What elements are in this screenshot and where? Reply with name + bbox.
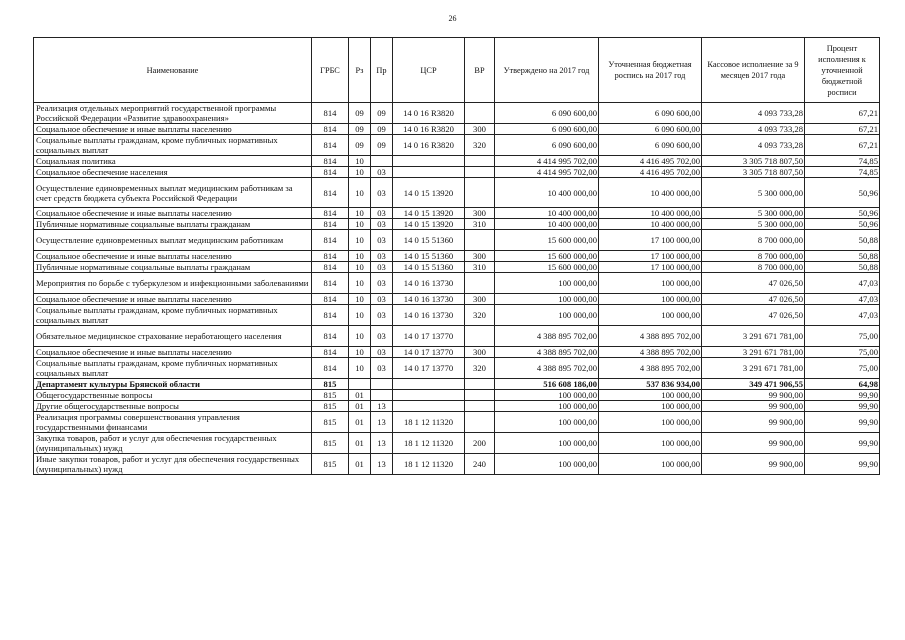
cell-percent: 50,88: [805, 251, 880, 262]
cell-rz: 10: [349, 273, 371, 294]
cell-approved: 4 388 895 702,00: [495, 358, 599, 379]
cell-rz: 10: [349, 178, 371, 208]
budget-table: [33, 37, 880, 475]
cell-approved: 15 600 000,00: [495, 230, 599, 251]
cell-approved: 100 000,00: [495, 412, 599, 433]
cell-csr: 14 0 17 13770: [393, 347, 465, 358]
cell-vr: 320: [465, 305, 495, 326]
cell-grbs: 814: [312, 251, 349, 262]
cell-cash: 3 291 671 781,00: [702, 347, 805, 358]
cell-rz: [349, 379, 371, 390]
table-row: [34, 347, 880, 358]
cell-rz: 01: [349, 433, 371, 454]
cell-percent: 99,90: [805, 390, 880, 401]
cell-rz: 10: [349, 219, 371, 230]
cell-cash: 99 900,00: [702, 412, 805, 433]
cell-cash: 5 300 000,00: [702, 219, 805, 230]
cell-name: Реализация отдельных мероприятий государственной программы Российской Федерации «Развитие здравоохранения»: [34, 103, 312, 124]
cell-csr: 14 0 15 13920: [393, 219, 465, 230]
cell-name: Публичные нормативные социальные выплаты гражданам: [34, 262, 312, 273]
cell-percent: 47,03: [805, 273, 880, 294]
cell-cash: 99 900,00: [702, 390, 805, 401]
cell-vr: 240: [465, 454, 495, 475]
cell-csr: 18 1 12 11320: [393, 412, 465, 433]
cell-vr: [465, 156, 495, 167]
cell-csr: 18 1 12 11320: [393, 433, 465, 454]
col-header-name: Наименование: [34, 38, 312, 103]
cell-pr: 03: [371, 305, 393, 326]
table-row: [34, 135, 880, 156]
cell-grbs: 814: [312, 347, 349, 358]
cell-csr: 14 0 16 R3820: [393, 103, 465, 124]
cell-name: Другие общегосударственные вопросы: [34, 401, 312, 412]
cell-csr: [393, 401, 465, 412]
cell-csr: 18 1 12 11320: [393, 454, 465, 475]
cell-percent: 99,90: [805, 412, 880, 433]
cell-approved: 15 600 000,00: [495, 251, 599, 262]
cell-refined: 17 100 000,00: [599, 251, 702, 262]
cell-approved: 516 608 186,00: [495, 379, 599, 390]
cell-rz: 10: [349, 326, 371, 347]
cell-csr: [393, 390, 465, 401]
table-row: [34, 219, 880, 230]
cell-grbs: 815: [312, 412, 349, 433]
cell-csr: 14 0 15 51360: [393, 262, 465, 273]
cell-cash: 5 300 000,00: [702, 178, 805, 208]
cell-approved: 100 000,00: [495, 433, 599, 454]
col-header-refined: Уточненная бюджетная роспись на 2017 год: [599, 38, 702, 103]
cell-refined: 100 000,00: [599, 454, 702, 475]
cell-rz: 10: [349, 294, 371, 305]
cell-vr: 310: [465, 219, 495, 230]
cell-name: Реализация программы совершенствования управления государственными финансами: [34, 412, 312, 433]
cell-name: Закупка товаров, работ и услуг для обеспечения государственных (муниципальных) нужд: [34, 433, 312, 454]
cell-cash: 3 291 671 781,00: [702, 358, 805, 379]
cell-vr: [465, 412, 495, 433]
cell-pr: 13: [371, 454, 393, 475]
cell-pr: 03: [371, 219, 393, 230]
cell-rz: 10: [349, 156, 371, 167]
cell-grbs: 814: [312, 124, 349, 135]
cell-refined: 6 090 600,00: [599, 103, 702, 124]
cell-pr: 03: [371, 208, 393, 219]
table-row: [34, 326, 880, 347]
table-row: [34, 156, 880, 167]
cell-refined: 100 000,00: [599, 273, 702, 294]
cell-rz: 10: [349, 230, 371, 251]
cell-grbs: 815: [312, 433, 349, 454]
cell-refined: 100 000,00: [599, 412, 702, 433]
cell-refined: 4 388 895 702,00: [599, 326, 702, 347]
cell-rz: 01: [349, 390, 371, 401]
cell-pr: 03: [371, 347, 393, 358]
cell-grbs: 814: [312, 167, 349, 178]
cell-name: Социальное обеспечение и иные выплаты населению: [34, 294, 312, 305]
table-row: [34, 454, 880, 475]
cell-approved: 4 414 995 702,00: [495, 156, 599, 167]
cell-grbs: 814: [312, 103, 349, 124]
cell-grbs: 814: [312, 178, 349, 208]
cell-name: Социальное обеспечение и иные выплаты населению: [34, 124, 312, 135]
cell-rz: 01: [349, 454, 371, 475]
cell-pr: 03: [371, 262, 393, 273]
cell-cash: 4 093 733,28: [702, 135, 805, 156]
page-number: 26: [448, 14, 457, 23]
cell-pr: 13: [371, 433, 393, 454]
cell-vr: [465, 379, 495, 390]
col-header-percent: Процент исполнения к уточненной бюджетной росписи: [805, 38, 880, 103]
cell-percent: 75,00: [805, 326, 880, 347]
cell-percent: 50,96: [805, 219, 880, 230]
cell-vr: 200: [465, 433, 495, 454]
cell-refined: 6 090 600,00: [599, 135, 702, 156]
cell-cash: 99 900,00: [702, 401, 805, 412]
cell-grbs: 814: [312, 156, 349, 167]
cell-name: Социальные выплаты гражданам, кроме публичных нормативных социальных выплат: [34, 135, 312, 156]
cell-cash: 5 300 000,00: [702, 208, 805, 219]
cell-csr: 14 0 16 13730: [393, 294, 465, 305]
cell-grbs: 814: [312, 294, 349, 305]
cell-vr: 300: [465, 347, 495, 358]
cell-approved: 100 000,00: [495, 305, 599, 326]
cell-vr: [465, 167, 495, 178]
cell-name: Департамент культуры Брянской области: [34, 379, 312, 390]
cell-percent: 74,85: [805, 156, 880, 167]
cell-pr: [371, 379, 393, 390]
cell-refined: 100 000,00: [599, 294, 702, 305]
cell-percent: 47,03: [805, 305, 880, 326]
cell-pr: 09: [371, 135, 393, 156]
cell-refined: 100 000,00: [599, 390, 702, 401]
cell-grbs: 814: [312, 135, 349, 156]
cell-refined: 10 400 000,00: [599, 208, 702, 219]
cell-approved: 10 400 000,00: [495, 219, 599, 230]
table-row: [34, 230, 880, 251]
cell-pr: 03: [371, 294, 393, 305]
cell-pr: 03: [371, 167, 393, 178]
cell-csr: [393, 156, 465, 167]
col-header-approved: Утверждено на 2017 год: [495, 38, 599, 103]
cell-pr: 09: [371, 103, 393, 124]
cell-approved: 4 388 895 702,00: [495, 347, 599, 358]
cell-percent: 50,96: [805, 208, 880, 219]
cell-cash: 8 700 000,00: [702, 230, 805, 251]
cell-csr: 14 0 15 13920: [393, 178, 465, 208]
table-header-row: [34, 38, 880, 103]
col-header-cash: Кассовое исполнение за 9 месяцев 2017 года: [702, 38, 805, 103]
cell-refined: 4 416 495 702,00: [599, 156, 702, 167]
cell-pr: 03: [371, 326, 393, 347]
cell-refined: 100 000,00: [599, 433, 702, 454]
cell-percent: 67,21: [805, 124, 880, 135]
cell-csr: 14 0 16 13730: [393, 305, 465, 326]
cell-approved: 100 000,00: [495, 454, 599, 475]
col-header-csr: ЦСР: [393, 38, 465, 103]
cell-percent: 75,00: [805, 347, 880, 358]
cell-approved: 15 600 000,00: [495, 262, 599, 273]
col-header-vr: ВР: [465, 38, 495, 103]
cell-refined: 10 400 000,00: [599, 219, 702, 230]
cell-rz: 10: [349, 358, 371, 379]
cell-vr: [465, 401, 495, 412]
cell-csr: [393, 379, 465, 390]
cell-refined: 4 416 495 702,00: [599, 167, 702, 178]
cell-name: Социальное обеспечение и иные выплаты населению: [34, 251, 312, 262]
col-header-rz: Рз: [349, 38, 371, 103]
cell-name: Социальное обеспечение и иные выплаты населению: [34, 208, 312, 219]
cell-csr: 14 0 15 51360: [393, 230, 465, 251]
cell-csr: [393, 167, 465, 178]
cell-percent: 50,96: [805, 178, 880, 208]
cell-vr: 320: [465, 135, 495, 156]
cell-name: Осуществление единовременных выплат медицинским работникам за счет средств бюджета субъекта Российской Федерации: [34, 178, 312, 208]
cell-percent: 99,90: [805, 401, 880, 412]
cell-grbs: 814: [312, 208, 349, 219]
cell-percent: 47,03: [805, 294, 880, 305]
cell-refined: 17 100 000,00: [599, 230, 702, 251]
cell-percent: 99,90: [805, 433, 880, 454]
cell-name: Публичные нормативные социальные выплаты гражданам: [34, 219, 312, 230]
cell-grbs: 815: [312, 390, 349, 401]
cell-approved: 100 000,00: [495, 390, 599, 401]
table-row: [34, 251, 880, 262]
cell-rz: 10: [349, 262, 371, 273]
cell-rz: 10: [349, 167, 371, 178]
table-row: [34, 379, 880, 390]
cell-grbs: 814: [312, 230, 349, 251]
cell-cash: 8 700 000,00: [702, 262, 805, 273]
cell-vr: [465, 230, 495, 251]
cell-cash: 4 093 733,28: [702, 124, 805, 135]
cell-cash: 47 026,50: [702, 273, 805, 294]
cell-cash: 3 305 718 807,50: [702, 156, 805, 167]
cell-refined: 100 000,00: [599, 305, 702, 326]
cell-rz: 09: [349, 124, 371, 135]
cell-rz: 09: [349, 103, 371, 124]
cell-approved: 4 414 995 702,00: [495, 167, 599, 178]
cell-refined: 100 000,00: [599, 401, 702, 412]
table-row: [34, 178, 880, 208]
cell-vr: [465, 103, 495, 124]
cell-cash: 99 900,00: [702, 433, 805, 454]
cell-csr: 14 0 16 R3820: [393, 135, 465, 156]
cell-cash: 349 471 906,55: [702, 379, 805, 390]
cell-grbs: 815: [312, 401, 349, 412]
cell-rz: 01: [349, 401, 371, 412]
cell-approved: 6 090 600,00: [495, 103, 599, 124]
cell-vr: 320: [465, 358, 495, 379]
cell-csr: 14 0 16 13730: [393, 273, 465, 294]
cell-pr: 03: [371, 178, 393, 208]
cell-refined: 4 388 895 702,00: [599, 358, 702, 379]
cell-name: Обязательное медицинское страхование неработающего населения: [34, 326, 312, 347]
table-row: [34, 433, 880, 454]
cell-csr: 14 0 15 13920: [393, 208, 465, 219]
cell-vr: 310: [465, 262, 495, 273]
cell-cash: 3 305 718 807,50: [702, 167, 805, 178]
cell-name: Мероприятия по борьбе с туберкулезом и инфекционными заболеваниями: [34, 273, 312, 294]
cell-grbs: 814: [312, 273, 349, 294]
table-row: [34, 390, 880, 401]
cell-vr: [465, 273, 495, 294]
cell-percent: 99,90: [805, 454, 880, 475]
cell-name: Осуществление единовременных выплат медицинским работникам: [34, 230, 312, 251]
cell-cash: 99 900,00: [702, 454, 805, 475]
cell-approved: 100 000,00: [495, 294, 599, 305]
cell-rz: 09: [349, 135, 371, 156]
cell-rz: 10: [349, 251, 371, 262]
cell-rz: 10: [349, 208, 371, 219]
cell-cash: 47 026,50: [702, 294, 805, 305]
cell-cash: 8 700 000,00: [702, 251, 805, 262]
cell-percent: 67,21: [805, 135, 880, 156]
table-row: [34, 167, 880, 178]
table-row: [34, 358, 880, 379]
table-row: [34, 305, 880, 326]
cell-name: Социальные выплаты гражданам, кроме публичных нормативных социальных выплат: [34, 305, 312, 326]
table-row: [34, 412, 880, 433]
cell-refined: 537 836 934,00: [599, 379, 702, 390]
cell-refined: 6 090 600,00: [599, 124, 702, 135]
cell-grbs: 814: [312, 326, 349, 347]
cell-csr: 14 0 17 13770: [393, 326, 465, 347]
cell-name: Социальные выплаты гражданам, кроме публичных нормативных социальных выплат: [34, 358, 312, 379]
cell-refined: 17 100 000,00: [599, 262, 702, 273]
cell-vr: 300: [465, 208, 495, 219]
cell-approved: 6 090 600,00: [495, 124, 599, 135]
cell-grbs: 814: [312, 219, 349, 230]
cell-csr: 14 0 17 13770: [393, 358, 465, 379]
cell-grbs: 815: [312, 454, 349, 475]
cell-pr: 03: [371, 251, 393, 262]
table-row: [34, 103, 880, 124]
cell-approved: 10 400 000,00: [495, 208, 599, 219]
cell-rz: 10: [349, 347, 371, 358]
cell-vr: 300: [465, 294, 495, 305]
cell-name: Социальная политика: [34, 156, 312, 167]
col-header-grbs: ГРБС: [312, 38, 349, 103]
cell-pr: 13: [371, 401, 393, 412]
cell-name: Иные закупки товаров, работ и услуг для обеспечения государственных (муниципальных) нужд: [34, 454, 312, 475]
cell-pr: 09: [371, 124, 393, 135]
cell-vr: [465, 178, 495, 208]
cell-grbs: 814: [312, 262, 349, 273]
cell-grbs: 814: [312, 305, 349, 326]
cell-grbs: 815: [312, 379, 349, 390]
cell-cash: 4 093 733,28: [702, 103, 805, 124]
cell-approved: 100 000,00: [495, 273, 599, 294]
table-row: [34, 294, 880, 305]
cell-pr: [371, 390, 393, 401]
cell-name: Социальное обеспечение и иные выплаты населению: [34, 347, 312, 358]
cell-pr: 13: [371, 412, 393, 433]
cell-vr: [465, 390, 495, 401]
cell-percent: 64,98: [805, 379, 880, 390]
table-row: [34, 208, 880, 219]
cell-approved: 10 400 000,00: [495, 178, 599, 208]
cell-approved: 4 388 895 702,00: [495, 326, 599, 347]
cell-percent: 74,85: [805, 167, 880, 178]
cell-refined: 10 400 000,00: [599, 178, 702, 208]
cell-pr: 03: [371, 358, 393, 379]
cell-percent: 75,00: [805, 358, 880, 379]
cell-vr: 300: [465, 251, 495, 262]
cell-vr: 300: [465, 124, 495, 135]
cell-name: Общегосударственные вопросы: [34, 390, 312, 401]
cell-name: Социальное обеспечение населения: [34, 167, 312, 178]
table-row: [34, 273, 880, 294]
cell-percent: 50,88: [805, 230, 880, 251]
cell-csr: 14 0 16 R3820: [393, 124, 465, 135]
cell-vr: [465, 326, 495, 347]
cell-rz: 10: [349, 305, 371, 326]
table-row: [34, 262, 880, 273]
cell-percent: 67,21: [805, 103, 880, 124]
cell-approved: 6 090 600,00: [495, 135, 599, 156]
table-row: [34, 124, 880, 135]
cell-approved: 100 000,00: [495, 401, 599, 412]
cell-cash: 3 291 671 781,00: [702, 326, 805, 347]
cell-pr: [371, 156, 393, 167]
table-row: [34, 401, 880, 412]
cell-csr: 14 0 15 51360: [393, 251, 465, 262]
cell-rz: 01: [349, 412, 371, 433]
cell-pr: 03: [371, 230, 393, 251]
col-header-pr: Пр: [371, 38, 393, 103]
cell-pr: 03: [371, 273, 393, 294]
cell-grbs: 814: [312, 358, 349, 379]
cell-cash: 47 026,50: [702, 305, 805, 326]
cell-refined: 4 388 895 702,00: [599, 347, 702, 358]
cell-percent: 50,88: [805, 262, 880, 273]
